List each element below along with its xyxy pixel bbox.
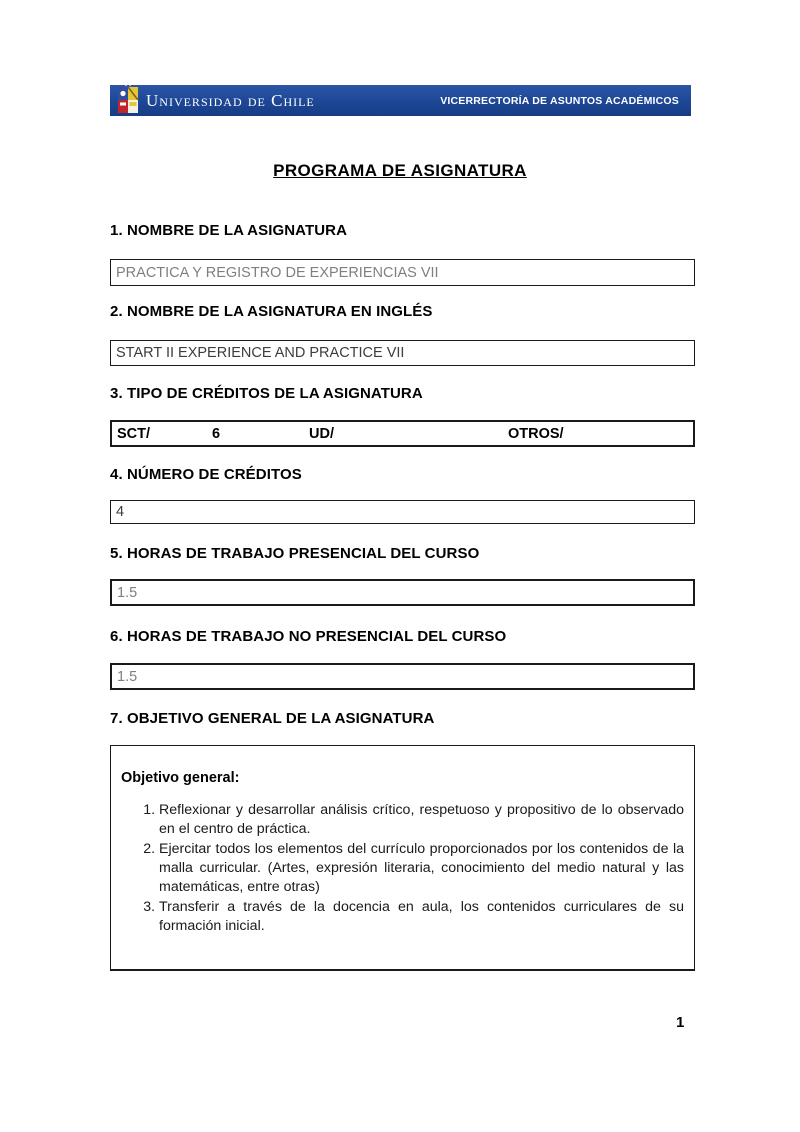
objective-list <box>111 801 694 936</box>
course-name-english-value: START II EXPERIENCE AND PRACTICE VII <box>116 345 405 361</box>
no-presencial-hours-value: 1.5 <box>117 668 138 685</box>
credit-type-field <box>110 420 695 447</box>
credit-number-field <box>110 500 695 524</box>
course-name-field <box>110 259 695 286</box>
page-title: PROGRAMA DE ASIGNATURA <box>273 161 527 180</box>
objective-item: 1. Reflexionar y desarrollar análisis crítico, respetuoso y propositivo de lo observado en el centro de práctica. <box>159 801 684 840</box>
section-6-heading: 6. HORAS DE TRABAJO NO PRESENCIAL DEL CURSO <box>110 628 507 645</box>
course-name-english-field <box>110 340 695 366</box>
objective-item: 2. Ejercitar todos los elementos del currículo proporcionados por los contenidos de la malla curricular. (Artes, expresión literaria, conocimiento del medio natural y las matemáticas, entre otras) <box>159 840 684 898</box>
university-name: Universidad de Chile <box>146 90 315 110</box>
objective-item: 3. Transferir a través de la docencia en aula, los contenidos curriculares de su formación inicial. <box>159 898 684 937</box>
section-2-heading: 2. NOMBRE DE LA ASIGNATURA EN INGLÉS <box>110 303 433 320</box>
ud-label: UD/ <box>309 425 334 442</box>
header-banner <box>110 85 691 116</box>
section-4-heading: 4. NÚMERO DE CRÉDITOS <box>110 466 302 483</box>
sct-value: 6 <box>212 425 221 442</box>
presencial-hours-value: 1.5 <box>117 584 138 601</box>
sct-label: SCT/ <box>117 425 151 442</box>
university-crest-icon <box>117 78 139 114</box>
otros-label: OTROS/ <box>508 425 564 442</box>
section-3-heading: 3. TIPO DE CRÉDITOS DE LA ASIGNATURA <box>110 385 423 402</box>
general-objective-box <box>110 745 695 971</box>
no-presencial-hours-field <box>110 663 695 690</box>
department-name: VICERRECTORÍA DE ASUNTOS ACADÉMICOS <box>440 94 679 107</box>
presencial-hours-field <box>110 579 695 606</box>
section-5-heading: 5. HORAS DE TRABAJO PRESENCIAL DEL CURSO <box>110 545 480 562</box>
credit-number-value: 4 <box>116 504 125 520</box>
course-name-value: PRACTICA Y REGISTRO DE EXPERIENCIAS VII <box>116 264 439 281</box>
section-7-heading: 7. OBJETIVO GENERAL DE LA ASIGNATURA <box>110 710 435 727</box>
objective-box-label: Objetivo general: <box>121 770 240 786</box>
page-number: 1 <box>676 1014 685 1031</box>
section-1-heading: 1. NOMBRE DE LA ASIGNATURA <box>110 222 348 239</box>
